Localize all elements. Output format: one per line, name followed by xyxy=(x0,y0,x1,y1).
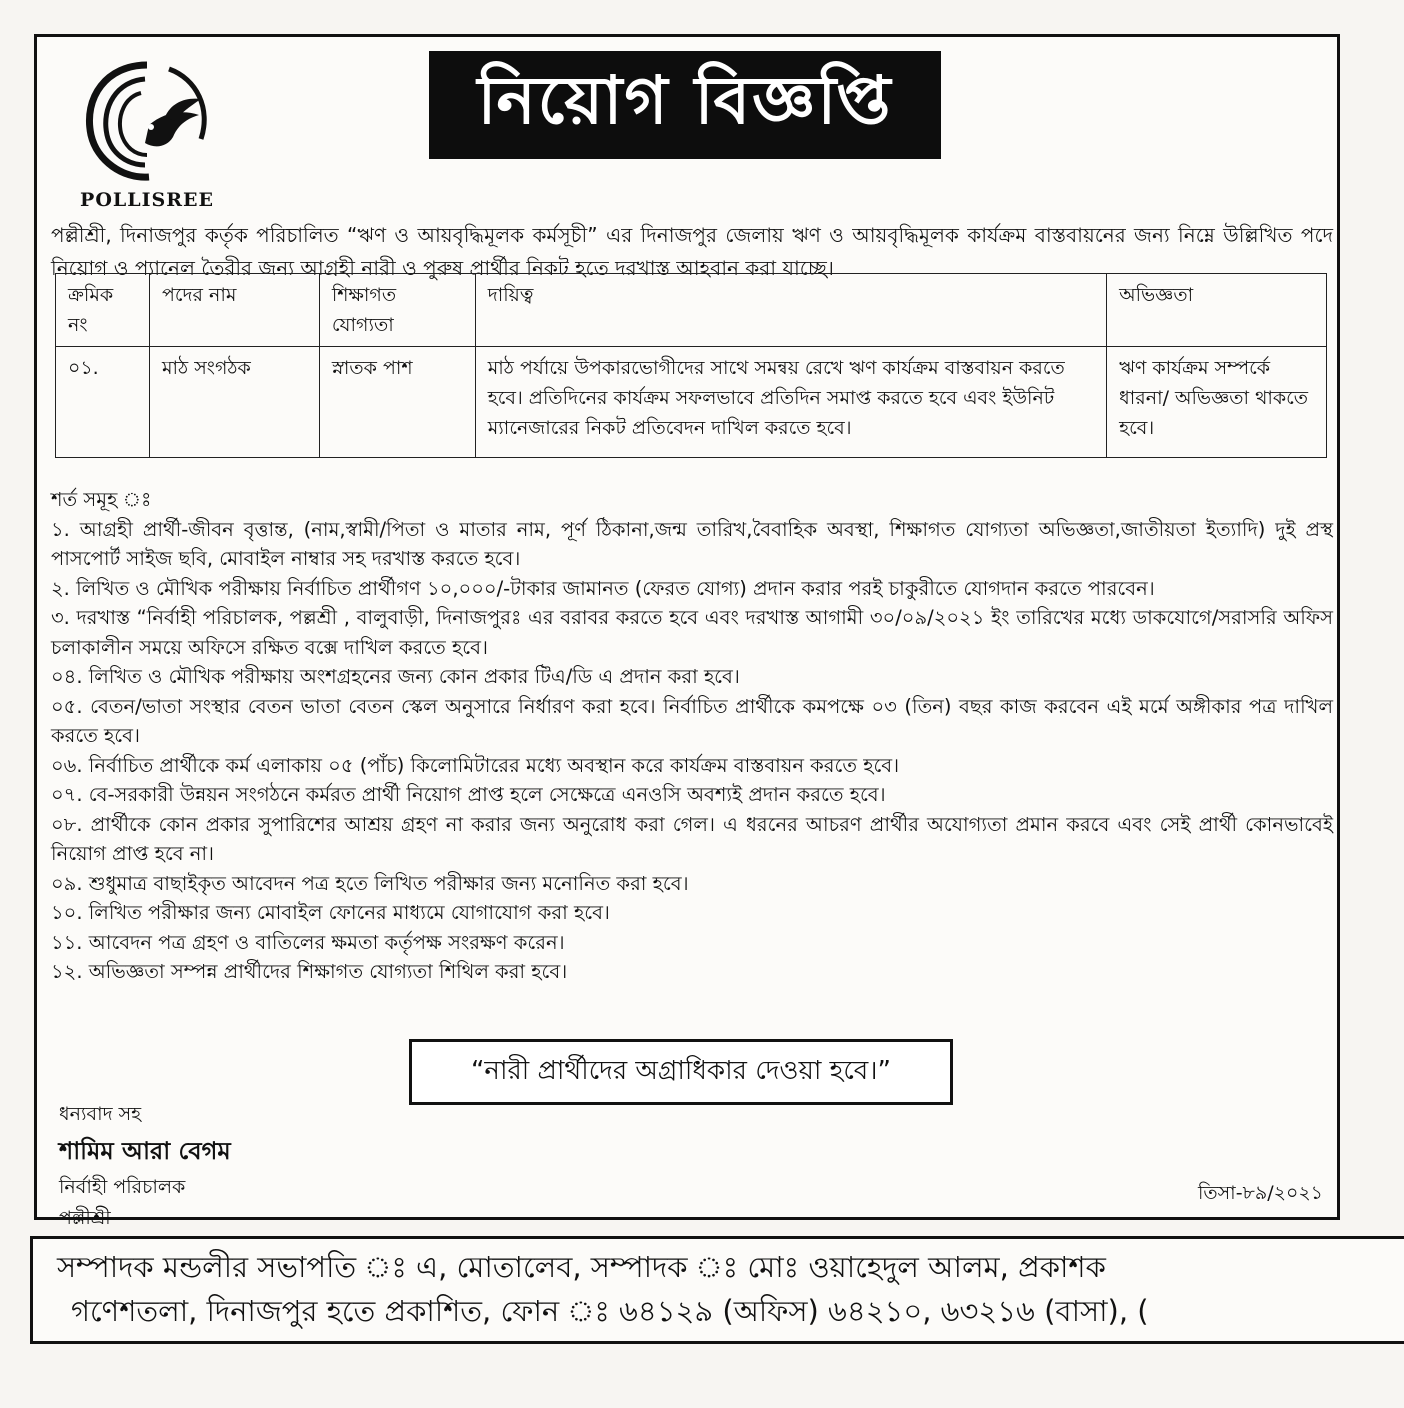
signer-designation: নির্বাহী পরিচালক xyxy=(59,1176,186,1198)
condition-item: ১০. লিখিত পরীক্ষার জন্য মোবাইল ফোনের মাধ্যমে যোগাযোগ করা হবে। xyxy=(51,901,610,924)
cell-post: মাঠ সংগঠক xyxy=(149,347,319,458)
header-serial: ক্রমিক নং xyxy=(56,274,150,347)
header-post: পদের নাম xyxy=(149,274,319,347)
intro-paragraph: পল্লীশ্রী, দিনাজপুর কর্তৃক পরিচালিত “ঋণ ও আয়বৃদ্ধিমূলক কর্মসূচী” এর দিনাজপুর জেলায় ঋণ ও আয়বৃদ্ধিমূলক কার্যক্রম বাস্তবায়নের জন্য নিম্নে উল্লিখিত পদে নিয়োগ ও প্যানেল তৈরীর জন্য আগ্রহী নারী ও পুরুষ প্রার্থীর নিকট হতে দরখাস্ত আহবান করা যাচ্ছে। xyxy=(51,223,1333,280)
footer-line-contact: গণেশতলা, দিনাজপুর হতে প্রকাশিত, ফোন ঃ ৬৪১২৯ (অফিস) ৬৪২১০, ৬৩২১৬ (বাসা), ( xyxy=(71,1294,1149,1328)
signer-organization: পল্লীশ্রী xyxy=(59,1207,111,1229)
cell-duties: মাঠ পর্যায়ে উপকারভোগীদের সাথে সমন্বয় রেখে ঋণ কার্যক্রম বাস্তবায়ন করতে হবে। প্রতিদিনের কার্যক্রম সফলভাবে প্রতিদিন সমাপ্ত করতে হবে এবং ইউনিট ম্যানেজারের নিকট প্রতিবেদন দাখিল করতে হবে। xyxy=(475,347,1106,458)
notice-frame xyxy=(34,34,1340,1229)
vacancy-table xyxy=(55,273,1327,458)
logo-wordmark: POLLISREE xyxy=(80,189,214,211)
condition-item: ৩. দরখাস্ত “নির্বাহী পরিচালক, পল্লশ্রী , বালুবাড়ী, দিনাজপুরঃ এর বরাবর করতে হবে এবং দরখাস্ত আগামী ৩০/০৯/২০২১ ইং তারিখের মধ্যে ডাকযোগে/সরাসরি অফিস চলাকালীন সময়ে অফিসে রক্ষিত বক্সে দাখিল করতে হবে। xyxy=(51,606,1333,659)
condition-item: ১. আগ্রহী প্রার্থী-জীবন বৃত্তান্ত, (নাম,স্বামী/পিতা ও মাতার নাম, পূর্ণ ঠিকানা,জন্ম তারিখ,বৈবাহিক অবস্থা, শিক্ষাগত যোগ্যতা অভিজ্ঞতা,জাতীয়তা ইত্যাদি) দুই প্রস্থ পাসপোর্ট সাইজ ছবি, মোবাইল নাম্বার সহ দরখাস্ত করতে হবে। xyxy=(51,517,1333,570)
header-education: শিক্ষাগত যোগ্যতা xyxy=(319,274,475,347)
newspaper-footer xyxy=(30,1236,1404,1344)
dove-swirl-icon xyxy=(77,57,217,187)
signoff-block xyxy=(59,1099,231,1234)
cell-serial: ০১. xyxy=(56,347,150,458)
condition-item: ০৫. বেতন/ভাতা সংস্থার বেতন ভাতা বেতন স্কেল অনুসারে নির্ধারণ করা হবে। নির্বাচিত প্রার্থীকে কমপক্ষে ০৩ (তিন) বছর কাজ করবেন এই মর্মে অঙ্গীকার পত্র দাখিল করতে হবে। xyxy=(51,694,1333,747)
pollisree-logo xyxy=(77,57,227,217)
condition-item: ০৮. প্রার্থীকে কোন প্রকার সুপারিশের আশ্রয় গ্রহণ না করার জন্য অনুরোধ করা গেল। এ ধরনের আচরণ প্রার্থীর অযোগ্যতা প্রমান করবে এবং সেই প্রার্থী কোনভাবেই নিয়োগ প্রাপ্ত হবে না। xyxy=(51,812,1333,865)
footer-line-editors: সম্পাদক মন্ডলীর সভাপতি ঃ এ, মোতালেব, সম্পাদক ঃ মোঃ ওয়াহেদুল আলম, প্রকাশক xyxy=(57,1250,1106,1284)
header-experience: অভিজ্ঞতা xyxy=(1107,274,1327,347)
header-duties: দায়িত্ব xyxy=(475,274,1106,347)
conditions-section xyxy=(51,485,1333,987)
signer-name: শামিম আরা বেগম xyxy=(59,1137,231,1165)
reference-code: তিসা-৮৯/২০২১ xyxy=(1197,1182,1323,1204)
signoff-thanks: ধন্যবাদ সহ xyxy=(59,1103,142,1125)
condition-item: ০৭. বে-সরকারী উন্নয়ন সংগঠনে কর্মরত প্রার্থী নিয়োগ প্রাপ্ত হলে সেক্ষেত্রে এনওসি অবশ্যই প্রদান করতে হবে। xyxy=(51,783,886,806)
condition-item: ০৯. শুধুমাত্র বাছাইকৃত আবেদন পত্র হতে লিখিত পরীক্ষার জন্য মনোনিত করা হবে। xyxy=(51,871,689,895)
notice-title: নিয়োগ বিজ্ঞপ্তি xyxy=(429,51,941,159)
conditions-heading: শর্ত সমূহ ঃ xyxy=(51,488,152,511)
condition-item: ১১. আবেদন পত্র গ্রহণ ও বাতিলের ক্ষমতা কর্তৃপক্ষ সংরক্ষণ করেন। xyxy=(51,930,565,954)
women-priority-note: “নারী প্রার্থীদের অগ্রাধিকার দেওয়া হবে।” xyxy=(409,1039,953,1105)
table-header-row xyxy=(56,274,1327,347)
condition-item: ০৬. নির্বাচিত প্রার্থীকে কর্ম এলাকায় ০৫ (পাঁচ) কিলোমিটারের মধ্যে অবস্থান করে কার্যক্রম বাস্তবায়ন করতে হবে। xyxy=(51,753,900,777)
cell-experience: ঋণ কার্যক্রম সম্পর্কে ধারনা/ অভিজ্ঞতা থাকতে হবে। xyxy=(1107,347,1327,458)
cell-education: স্নাতক পাশ xyxy=(319,347,475,458)
table-row xyxy=(56,347,1327,458)
condition-item: ১২. অভিজ্ঞতা সম্পন্ন প্রার্থীদের শিক্ষাগত যোগ্যতা শিথিল করা হবে। xyxy=(51,960,568,983)
condition-item: ২. লিখিত ও মৌখিক পরীক্ষায় নির্বাচিত প্রার্থীগণ ১০,০০০/-টাকার জামানত (ফেরত যোগ্য) প্রদান করার পরই চাকুরীতে যোগদান করতে পারবেন। xyxy=(51,576,1155,600)
condition-item: ০৪. লিখিত ও মৌখিক পরীক্ষায় অংশগ্রহনের জন্য কোন প্রকার টিএ/ডি এ প্রদান করা হবে। xyxy=(51,665,740,688)
